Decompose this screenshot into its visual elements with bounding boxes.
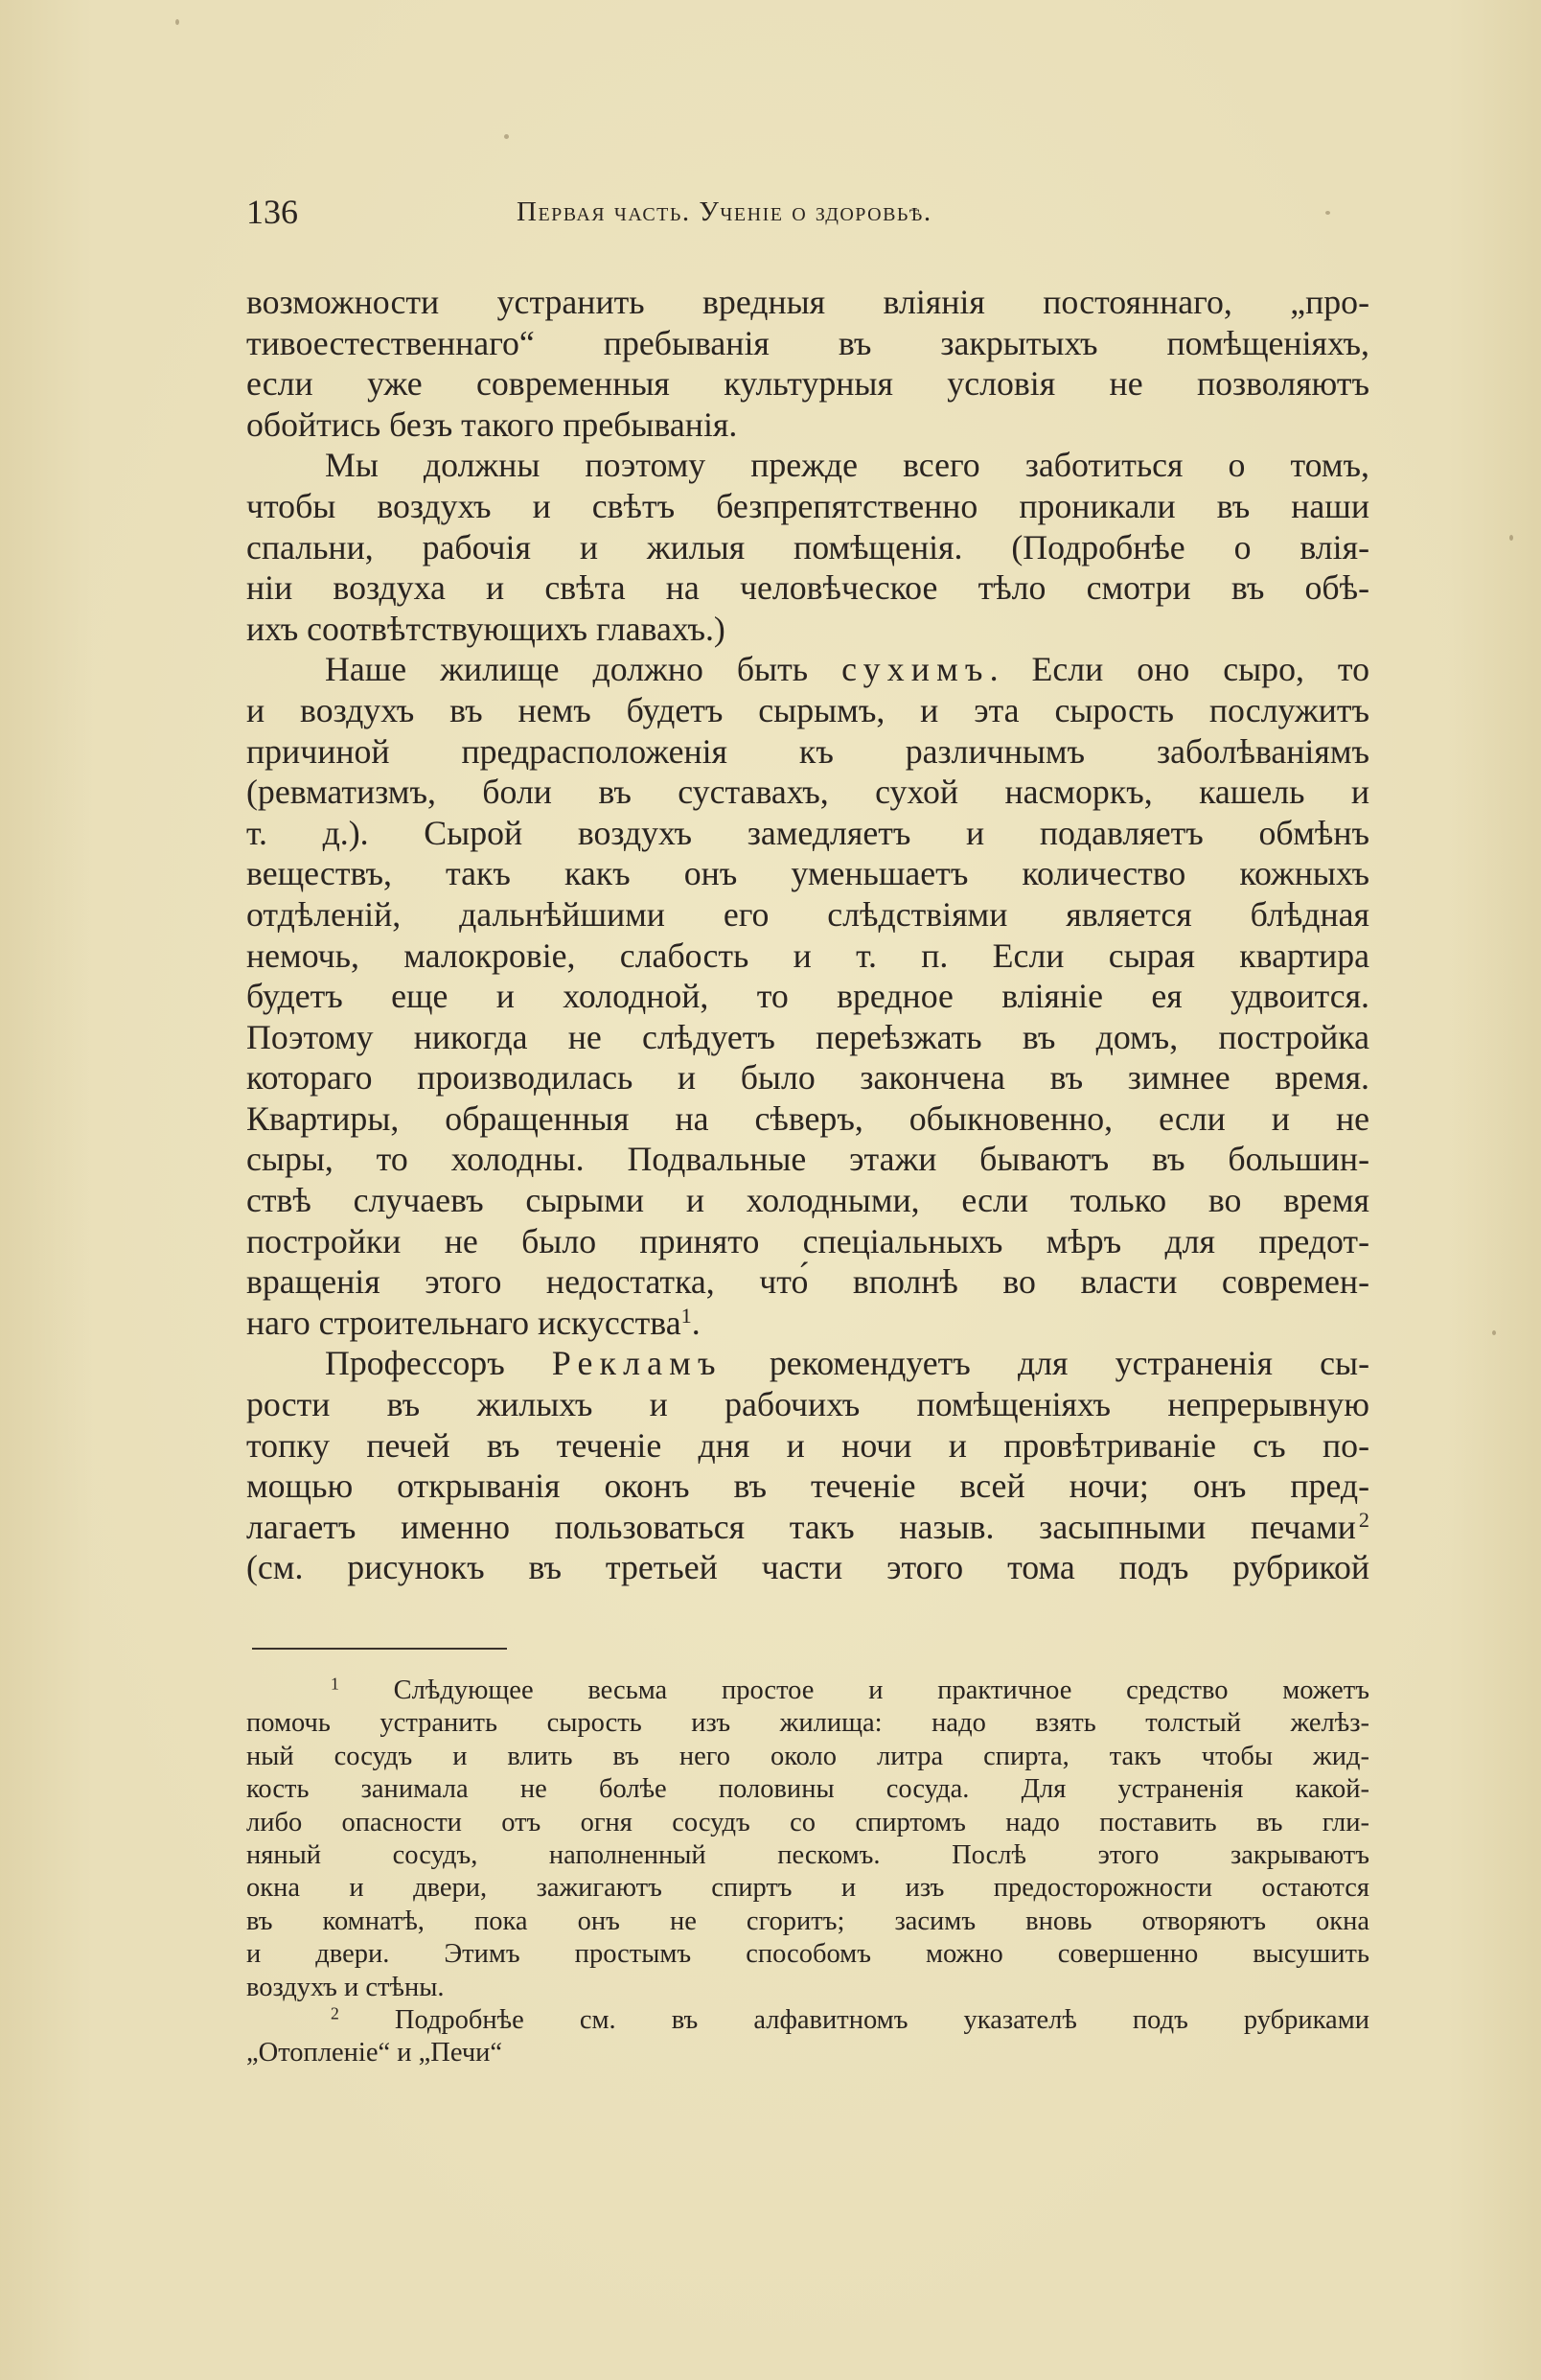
text-line [246,1507,1369,1548]
text-line: если уже современныя культурныя условія не позволяютъ [246,364,1369,404]
footnote-marker: 1 [331,1674,339,1694]
paper-speck [504,134,509,139]
paper-speck [175,19,179,25]
text-fragment: . Если оно сыро, то [989,650,1369,689]
text-line: ствѣ случаевъ сырыми и холодными, если только во время [246,1181,1369,1220]
footnotes [246,1675,1369,2070]
text-line: будетъ еще и холодной, то вредное вліяніе ея удвоится. [246,977,1369,1016]
footnote-divider [252,1648,507,1650]
text-line: Поэтому никогда не слѣдуетъ переѣзжать въ домъ, постройка [246,1017,1369,1056]
text-fragment: Подробнѣе см. въ алфавитномъ указателѣ подъ рубриками [338,2004,1369,2035]
text-line: котораго производилась и было закончена въ зимнее время. [246,1058,1369,1098]
footnote-line: окна и двери, зажигаютъ спиртъ и изъ предосторожности остаются [246,1873,1369,1904]
text-line: вращенія этого недостатка, что́ вполнѣ во власти современ- [246,1262,1369,1302]
text-line: Квартиры, обращенныя на сѣверъ, обыкновенно, если и не [246,1098,1369,1138]
footnote-line: няный сосудъ, наполненный пескомъ. Послѣ этого закрываютъ [246,1839,1369,1870]
text-line: причиной предрасположенія къ различнымъ заболѣваніямъ [246,731,1369,771]
footnote-line: „Отопленіе“ и „Печи“ [246,2038,503,2068]
text-line: и воздухъ въ немъ будетъ сырымъ, и эта сырость послужитъ [246,690,1369,729]
footnote-line [246,2004,1369,2037]
text-fragment: лагаетъ именно пользоваться такъ назыв. засыпными печами [246,1507,1356,1546]
page-header [246,188,1377,236]
text-line: (ревматизмъ, боли въ суставахъ, сухой насморкъ, кашель и [246,773,1369,812]
text-line: топку печей въ теченіе дня и ночи и провѣтриваніе съ по- [246,1425,1369,1465]
text-line: чтобы воздухъ и свѣтъ безпрепятственно проникали въ наши [246,486,1369,525]
running-head: Первая часть. Ученіе о здоровьѣ. [517,196,932,227]
footnote-ref: 2 [1358,1507,1369,1532]
text-fragment: Слѣдующее весьма простое и практичное средство можетъ [338,1675,1369,1705]
main-text [246,282,1369,1588]
text-fragment: наго строительнаго искусства [246,1303,681,1342]
text-line: возможности устранить вредныя вліянія постояннаго, „про- [246,283,1369,321]
text-line: ихъ соотвѣтствующихъ главахъ.) [246,609,725,648]
text-fragment: . [691,1303,701,1342]
text-line: ніи воздуха и свѣта на человѣческое тѣло смотри въ обѣ- [246,568,1369,608]
text-line: рости въ жилыхъ и рабочихъ помѣщеніяхъ непрерывную [246,1385,1369,1424]
text-line: (см. рисунокъ въ третьей части этого тома подъ рубрикой [246,1548,1369,1587]
paper-speck [1492,1330,1496,1335]
text-fragment: Профессоръ [325,1344,552,1383]
emphasized-word: Рекламъ [551,1344,723,1383]
text-line: тивоестественнаго“ пребыванія въ закрытыхъ помѣщеніяхъ, [246,323,1369,362]
emphasized-word: сухимъ [841,650,990,689]
text-line: постройки не было принято спеціальныхъ мѣръ для предот- [246,1221,1369,1260]
paper-speck [1325,211,1330,215]
footnote-marker: 2 [331,2003,339,2023]
text-line: мощью открыванія оконъ въ теченіе всей ночи; онъ пред- [246,1467,1369,1506]
text-line: спальни, рабочія и жилыя помѣщенія. (Подробнѣе о влія- [246,527,1369,566]
footnote-line: и двери. Этимъ простымъ способомъ можно совершенно высушить [246,1939,1369,1970]
text-line: обойтись безъ такого пребыванія. [246,404,738,444]
text-line: т. д.). Сырой воздухъ замедляетъ и подавляетъ обмѣнъ [246,813,1369,852]
footnote-line: кость занимала не болѣе половины сосуда. Для устраненія какой- [246,1774,1369,1805]
page-number: 136 [246,193,298,231]
text-line: сыры, то холодны. Подвальные этажи бываютъ въ большин- [246,1140,1369,1179]
paper-speck [1509,535,1513,541]
text-line [246,649,1369,690]
footnote-line: воздухъ и стѣны. [246,1972,445,2002]
footnote-line: помочь устранить сырость изъ жилища: надо взять толстый желѣз- [246,1708,1369,1739]
text-fragment: Наше жилище должно быть [325,650,842,689]
footnote-line: ный сосудъ и влить въ него около литра спирта, такъ чтобы жид- [246,1741,1369,1771]
footnote-line [246,1675,1369,1707]
text-line: Мы должны поэтому прежде всего заботиться о томъ, [325,446,1369,485]
text-line [246,1343,1369,1384]
footnote-ref: 1 [680,1303,692,1328]
text-line [246,1303,1369,1344]
text-line: веществъ, такъ какъ онъ уменьшаетъ количество кожныхъ [246,854,1369,893]
text-fragment: рекомендуетъ для устраненія сы- [722,1344,1369,1383]
text-line: немочь, малокровіе, слабость и т. п. Если сырая квартира [246,936,1369,975]
footnote-line: либо опасности отъ огня сосудъ со спиртомъ надо поставить въ гли- [246,1807,1369,1837]
footnote-line: въ комнатѣ, пока онъ не сгоритъ; засимъ вновь отворяютъ окна [246,1906,1369,1936]
text-line: отдѣленій, дальнѣйшими его слѣдствіями является блѣдная [246,894,1369,934]
